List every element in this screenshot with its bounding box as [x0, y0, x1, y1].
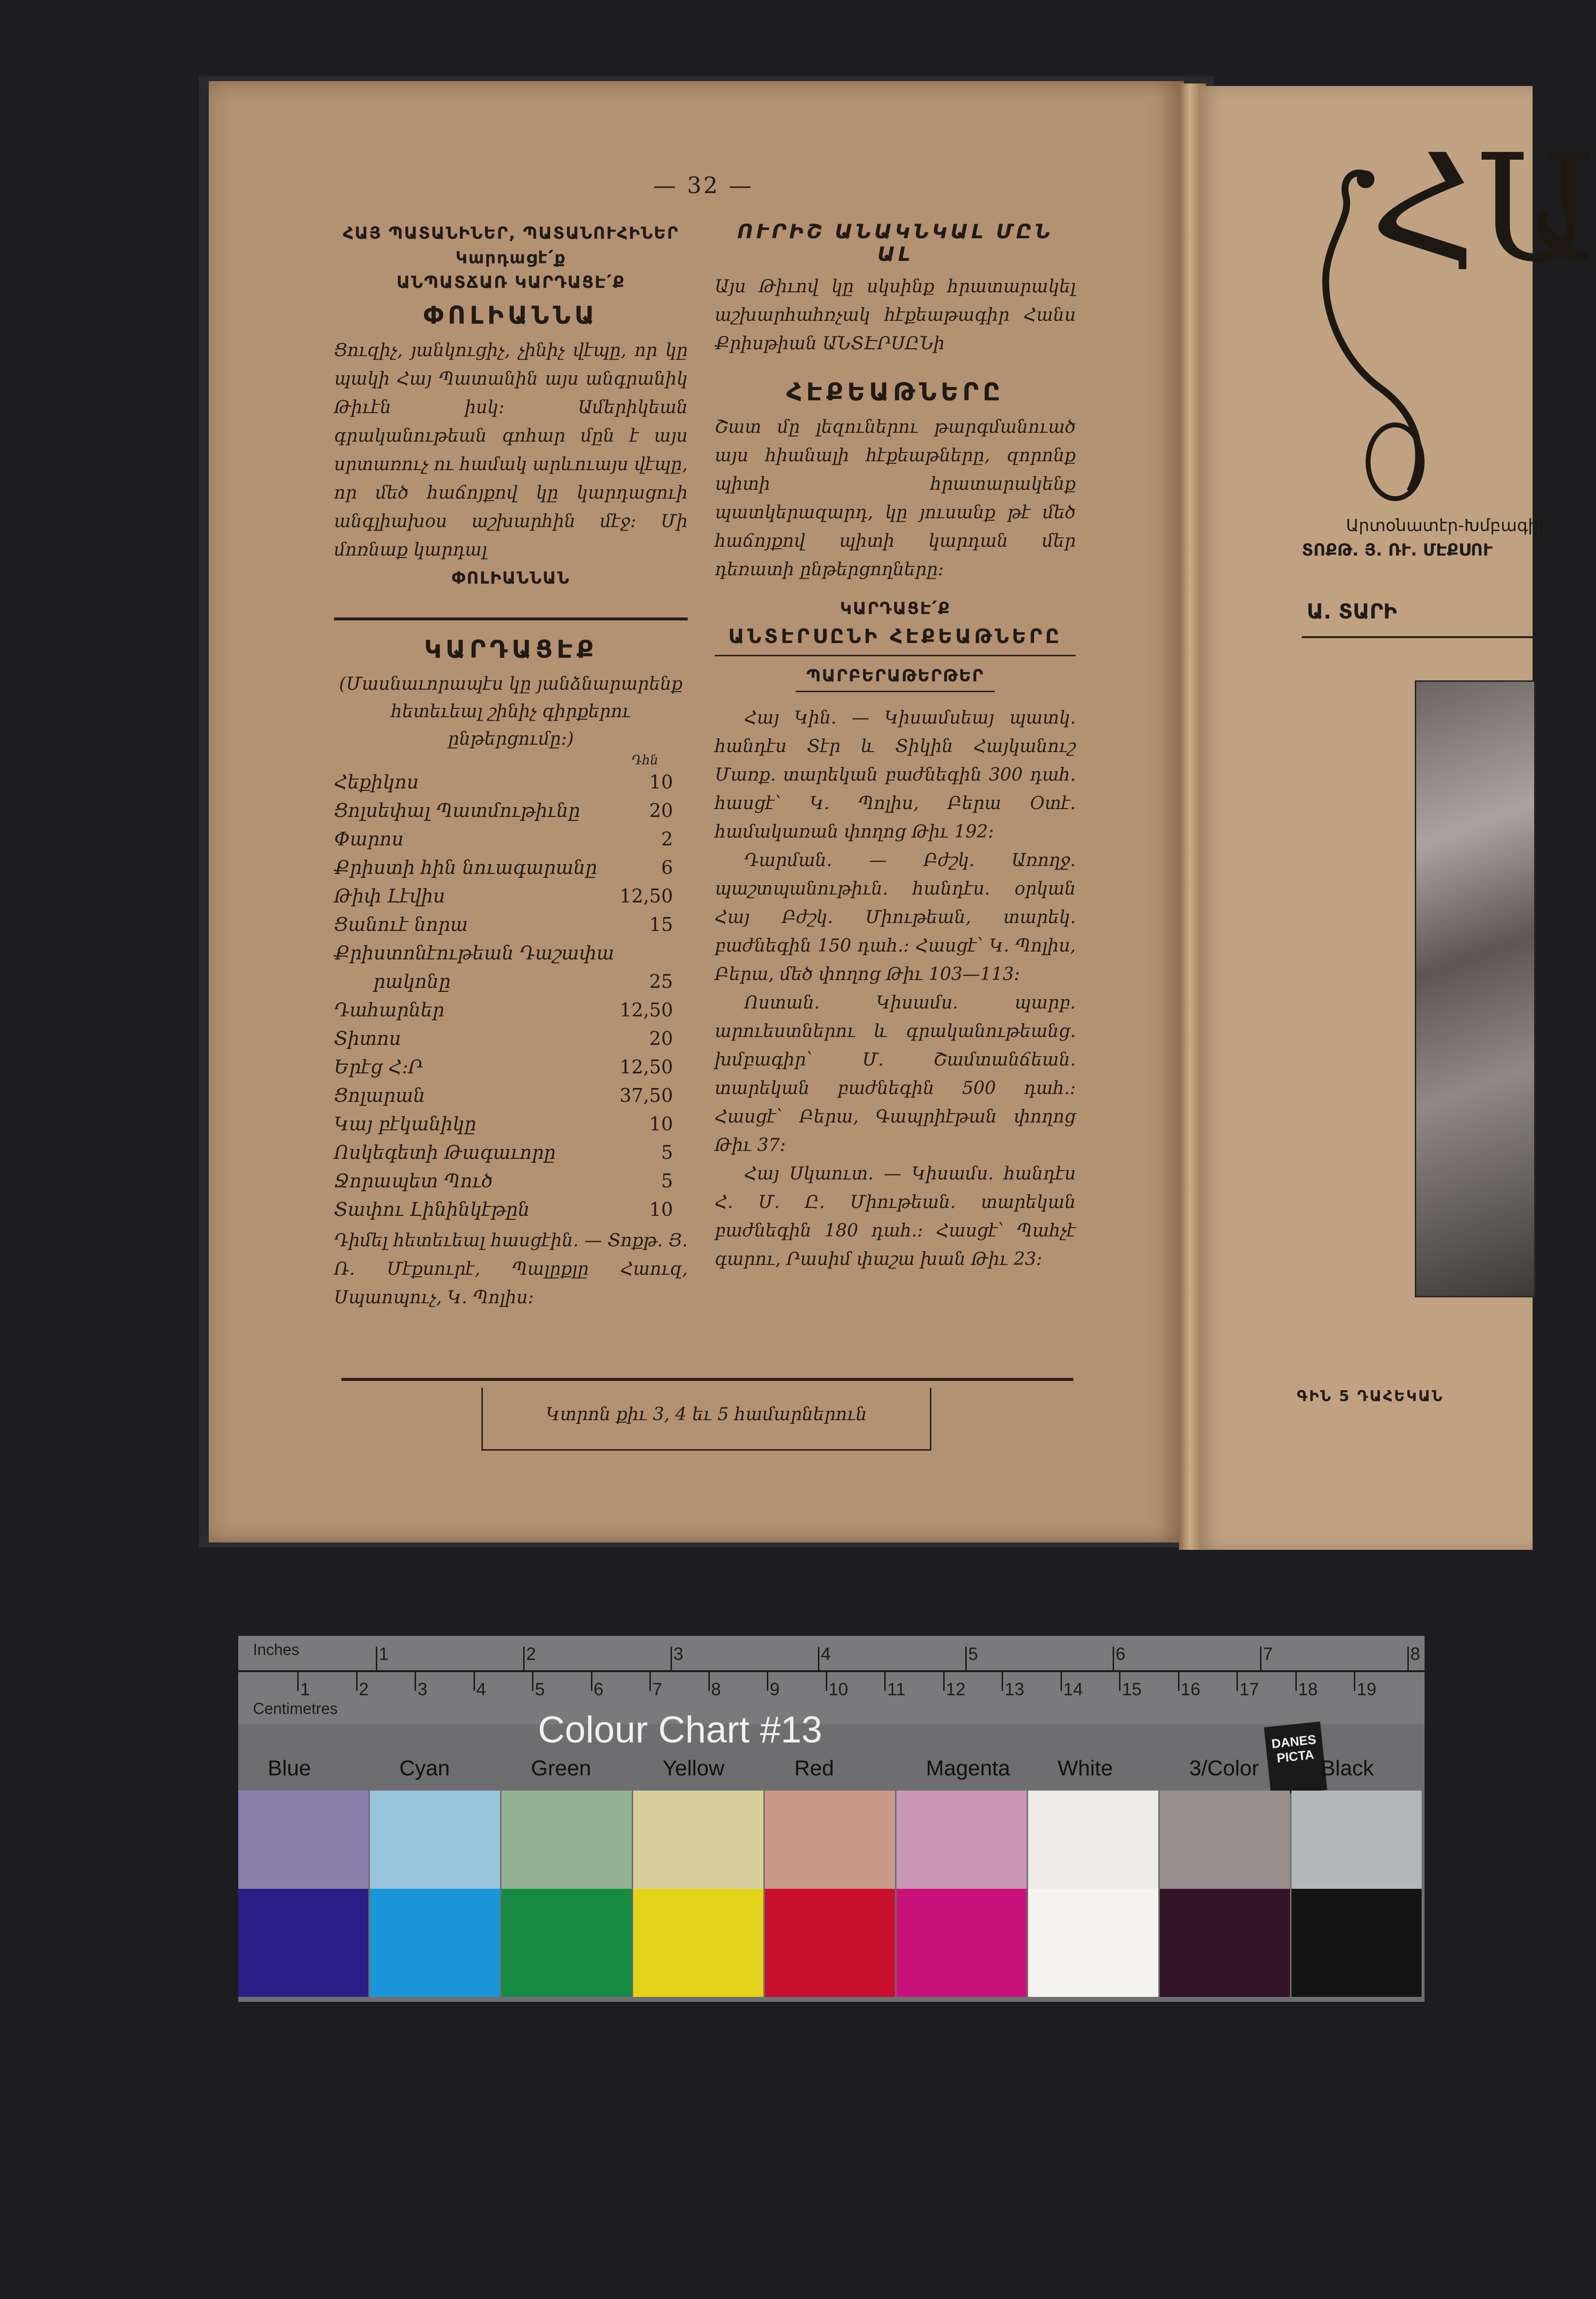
- inch-number: 4: [821, 1644, 831, 1664]
- swatch-label: Yellow: [663, 1756, 725, 1780]
- price-row: [334, 796, 688, 825]
- magazine-price: ԳԻՆ 5 ԴԱՀԵԿԱՆ: [1297, 1388, 1444, 1405]
- cm-tick: [1061, 1671, 1062, 1691]
- price-row: [334, 939, 688, 967]
- brand-logo: DANES PICTA: [1264, 1721, 1327, 1795]
- swatch-solid: [1160, 1889, 1290, 1997]
- swatch-solid: [502, 1889, 632, 1997]
- cm-tick: [767, 1671, 768, 1691]
- book-name: Քրիստոնէութեան Դաշափա: [334, 942, 615, 964]
- fairy-tales-paragraph: Շատ մը լեզուներու թարգմանուած այս հիանալի հէքեաթները, զորոնք պիտի հրատարակենք պատկերազարդ, կը յուսանք թէ մեծ հաճոյքով պիտի կարդան մեր դեռատի ընթերցողները։: [715, 417, 1076, 580]
- cm-tick: [884, 1671, 886, 1691]
- chart-rulers: [238, 1636, 1425, 1724]
- swatch-light: [502, 1791, 632, 1889]
- magazine-editor: ՏՈՔԹ. Յ. ՌՒ. ՄԷՔՍՈՒ: [1302, 540, 1493, 560]
- page-number: — 32 —: [653, 172, 754, 198]
- swatch-light: [1291, 1791, 1422, 1889]
- inch-number: 1: [379, 1644, 389, 1664]
- reading-list-title: ԿԱՐԴԱՑԷՔ: [424, 635, 598, 664]
- swatch-light: [896, 1791, 1027, 1889]
- cm-tick: [591, 1671, 592, 1691]
- swatch-label: Black: [1321, 1756, 1374, 1780]
- cm-tick: [532, 1671, 533, 1691]
- periodical-entry: Հայ Սկաուտ. — Կիսամս. հանդէս Հ. Մ. Ը. Միութեան. տարեկան բաժնեգին 180 դահ.։ Հասցէ՝ Պահչէ գարու, Րասիմ փաշա խան Թիւ 23։: [715, 1164, 1076, 1269]
- book-name: Քրիստի հին նուագարանը: [334, 857, 597, 878]
- cm-tick: [649, 1671, 651, 1691]
- left-header-1: ՀԱՅ ՊԱՏԱՆԻՆԵՐ, ՊԱՏԱՆՈՒՀԻՆԵՐ: [342, 224, 679, 243]
- book-name: Ցոլարան: [334, 1085, 425, 1106]
- cm-number: 2: [359, 1679, 369, 1699]
- book-price: 10: [649, 1199, 673, 1220]
- inch-tick: [376, 1647, 377, 1671]
- cm-tick: [708, 1671, 710, 1691]
- cm-tick: [474, 1671, 475, 1691]
- left-header-3: ԱՆՊԱՏՃԱՌ ԿԱՐԴԱՑԷ՛Ք: [396, 273, 625, 292]
- book-name: Կայ բէկանիկը: [334, 1113, 476, 1135]
- book-price: 10: [649, 771, 673, 793]
- book-price: 10: [649, 1113, 673, 1135]
- swatch-light: [765, 1791, 895, 1889]
- read-note: ԿԱՐԴԱՑԷ՛Ք: [840, 599, 951, 618]
- periodical-entry: Ոստան. Կիսամս. պարբ. արուեստներու և գրականութեանց. խմբագիր՝ Մ. Շամտանճեան. տարեկան բաժնեգին 500 դահ.։ Հասցէ՝ Բերա, Գապրիէթան փողոց Թիւ 37։: [715, 993, 1076, 1155]
- book-price: 15: [649, 914, 673, 935]
- cm-number: 6: [593, 1679, 604, 1699]
- cm-number: 12: [946, 1679, 966, 1699]
- inch-number: 3: [673, 1644, 684, 1664]
- book-name: Թիփ Լէվիս: [334, 885, 446, 907]
- swatch-label: Green: [531, 1756, 591, 1780]
- price-row: [334, 853, 688, 882]
- swatch-label: Red: [794, 1756, 834, 1780]
- cm-number: 19: [1357, 1679, 1377, 1699]
- address-note: Դիմել հետեւեալ հասցէին. — Տոքթ. Յ. Ռ. Մէքսուրէ, Պալըքլը Հաուզ, Սպաոպուչ, Կ. Պոլիս:: [334, 1231, 688, 1308]
- cm-tick: [1236, 1671, 1238, 1691]
- price-row: [334, 1053, 688, 1081]
- cm-number: 18: [1298, 1679, 1318, 1699]
- cm-number: 5: [535, 1679, 545, 1699]
- cm-number: 1: [300, 1679, 310, 1699]
- inch-tick: [523, 1647, 525, 1671]
- cm-number: 9: [770, 1679, 780, 1699]
- inch-tick: [671, 1647, 672, 1671]
- inch-number: 8: [1410, 1644, 1421, 1664]
- price-list: [334, 768, 688, 1224]
- book-name: րակոնը: [373, 971, 451, 992]
- cm-number: 16: [1180, 1679, 1201, 1699]
- swatch-solid: [633, 1889, 763, 1997]
- fairy-tales-title: ՀԷՔԵԱԹՆԵՐԸ: [786, 378, 1005, 406]
- book-price: 2: [661, 828, 673, 850]
- book-name: Ցոլսեփալ Պատմութիւնը: [334, 800, 581, 821]
- price-row: [334, 1167, 688, 1195]
- magazine-year: Ա. ՏԱՐԻ: [1307, 599, 1397, 623]
- swatch-light: [238, 1791, 368, 1889]
- book-name: Փարոս: [334, 828, 404, 850]
- cover-photo: [1415, 680, 1536, 1297]
- right-header: ՈՒՐԻՇ ԱՆԱԿՆԿԱԼ ՄԸՆ ԱԼ: [737, 221, 1054, 266]
- cm-tick: [1002, 1671, 1003, 1691]
- inch-number: 6: [1116, 1644, 1126, 1664]
- year-rule: [1302, 636, 1533, 638]
- book-name: Հեքիկոս: [334, 771, 419, 793]
- colour-chart: [238, 1636, 1425, 2002]
- book-name: Տիտոս: [334, 1028, 401, 1049]
- price-row: [334, 1195, 688, 1224]
- book-name: Երէց Հ:Ր: [334, 1056, 423, 1078]
- book-price: 12,50: [619, 999, 673, 1021]
- book-price: 25: [649, 971, 673, 992]
- book-name: Ցանուէ նորա: [334, 914, 468, 935]
- price-row: [334, 910, 688, 939]
- cm-tick: [1354, 1671, 1355, 1691]
- book-price: 12,50: [619, 1056, 673, 1078]
- cm-tick: [1178, 1671, 1179, 1691]
- left-column: [334, 224, 688, 1312]
- book-price: 20: [649, 800, 673, 821]
- price-row: [334, 967, 688, 996]
- left-header-2: Կարդացէ՛ք: [455, 248, 566, 268]
- cm-number: 15: [1122, 1679, 1142, 1699]
- price-unit-label: Դհն: [631, 753, 658, 768]
- inch-tick: [965, 1647, 967, 1671]
- swatch-solid: [370, 1889, 500, 1997]
- inches-label: Inches: [253, 1641, 300, 1658]
- magazine-masthead-letters: ՀԱ: [1371, 123, 1596, 294]
- swatch-solid: [1028, 1889, 1158, 1997]
- price-row: [334, 825, 688, 853]
- book-price: 5: [661, 1170, 673, 1192]
- book-price: 12,50: [619, 885, 673, 907]
- cm-number: 11: [887, 1679, 906, 1699]
- swatch-solid: [896, 1889, 1027, 1997]
- cm-tick: [356, 1671, 358, 1691]
- cm-number: 3: [418, 1679, 428, 1699]
- book-title: ՓՈԼԻԱՆՆԱ: [423, 301, 599, 330]
- bottom-rule: [341, 1378, 1073, 1381]
- book-name: Ջորապետ Պուծ: [334, 1170, 493, 1192]
- swatch-solid: [765, 1889, 895, 1997]
- swatch-label: 3/Color: [1189, 1756, 1259, 1780]
- cm-tick: [415, 1671, 416, 1691]
- swatch-solid: [1291, 1889, 1422, 1997]
- book-name: Տափու Լինինկէթըն: [334, 1199, 530, 1220]
- intro-paragraph: Այս Թիւով կը սկսինք հրատարակել աշխարհահռչակ հէքեաթագիր Հանս Քրիսթիան ԱՆՏԷՐՍԸՆի: [715, 277, 1076, 354]
- book-name: Ոսկեգետի Թագաւորը: [334, 1142, 556, 1163]
- swatch-light: [1028, 1791, 1158, 1889]
- swatch-label: Cyan: [399, 1756, 450, 1780]
- cm-number: 4: [476, 1679, 486, 1699]
- book-price: 20: [649, 1028, 673, 1049]
- cm-tick: [943, 1671, 945, 1691]
- periodicals-title: ՊԱՐԲԵՐԱԹԵՐԹԵՐ: [806, 666, 984, 686]
- andersen-title: ԱՆՏԷՐՍԸՆԻ ՀԷՔԵԱԹՆԵՐԸ: [728, 625, 1063, 648]
- inch-tick: [1260, 1647, 1261, 1671]
- price-row: [334, 1110, 688, 1138]
- inch-tick: [1113, 1647, 1114, 1671]
- swatch-light: [1160, 1791, 1290, 1889]
- magazine-subtitle: Արտօնատէր-Խմբագիր: [1346, 516, 1549, 535]
- inch-tick: [1407, 1647, 1409, 1671]
- swatch-solid: [238, 1889, 368, 1997]
- reading-list-note: (Մասնաւորապէս կը յանձնարարենք հետեւեալ շինիչ գիրքերու ընթերցումը:): [339, 674, 683, 749]
- price-row: [334, 1024, 688, 1053]
- right-column: [715, 214, 1076, 1274]
- swatch-light: [633, 1791, 763, 1889]
- periodicals-underline: [796, 691, 994, 692]
- periodical-entry: Հայ Կին. — Կիսամսեայ պատկ. հանդէս Տէր և Տիկին Հայկանուշ Մառք. տարեկան բաժնեգին 300 դահ. հասցէ՝ Կ. Պոլիս, Բերա Օտէ. համակառան փողոց Թիւ 192։: [715, 708, 1076, 842]
- book-title-closing: ՓՈԼԻԱՆՆԱՆ: [451, 568, 570, 588]
- cm-number: 10: [828, 1679, 848, 1699]
- cm-number: 13: [1005, 1679, 1025, 1699]
- section-divider: [334, 617, 688, 620]
- price-row: [334, 1081, 688, 1110]
- swatch-label: White: [1058, 1756, 1113, 1780]
- periodical-entry: Դարման. — Բժշկ. Առողջ. պաշտպանութիւն. հանդէս. օրկան Հայ Բժշկ. Միութեան, տարեկ. բաժնեգին 150 դահ.։ Հասցէ՝ Կ. Պոլիս, Բերա, մեծ փողոց Թիւ 103—113։: [715, 850, 1076, 984]
- cm-tick: [297, 1671, 299, 1691]
- andersen-underline: [715, 655, 1076, 656]
- book-price: [619, 939, 688, 967]
- swatch-light: [370, 1791, 500, 1889]
- inch-number: 5: [968, 1644, 979, 1664]
- centimetres-label: Centimetres: [253, 1700, 338, 1717]
- book-price: 5: [661, 1142, 673, 1163]
- colour-chart-title: Colour Chart #13: [538, 1709, 822, 1751]
- ruler-line: [238, 1670, 1425, 1672]
- cm-number: 14: [1063, 1679, 1083, 1699]
- cm-tick: [1119, 1671, 1120, 1691]
- price-row: [334, 996, 688, 1024]
- book-advert-paragraph: Ցուզիչ, յանկուցիչ, չինիչ վէպը, որ կը պակի Հայ Պատանին այս անգրանիկ Թիւէն իսկ։ Ամերիկեան գրականութեան գոհար մըն է այս սրտառուչ ու համակ արևուայս վէպը, որ մեծ հաճոյքով կը կարդացուի անգլիախօս աշխարհին մէջ։ Մի մոռնաք կարդալ: [334, 340, 688, 560]
- cm-number: 8: [711, 1679, 721, 1699]
- book-price: 6: [661, 857, 673, 878]
- price-row: [334, 768, 688, 796]
- cm-number: 7: [652, 1679, 663, 1699]
- price-row: [334, 1138, 688, 1167]
- cm-number: 17: [1239, 1679, 1260, 1699]
- coupon-box: Կտրոն քիւ 3, 4 եւ 5 համարներուն: [481, 1388, 931, 1451]
- swatch-label: Blue: [268, 1756, 311, 1780]
- inch-number: 2: [526, 1644, 536, 1664]
- inch-number: 7: [1263, 1644, 1273, 1664]
- swatch-label: Magenta: [926, 1756, 1010, 1780]
- inch-tick: [818, 1647, 819, 1671]
- cm-tick: [1295, 1671, 1297, 1691]
- book-price: 37,50: [619, 1085, 673, 1106]
- cm-tick: [826, 1671, 827, 1691]
- price-row: [334, 882, 688, 910]
- book-name: Դահարներ: [334, 999, 445, 1021]
